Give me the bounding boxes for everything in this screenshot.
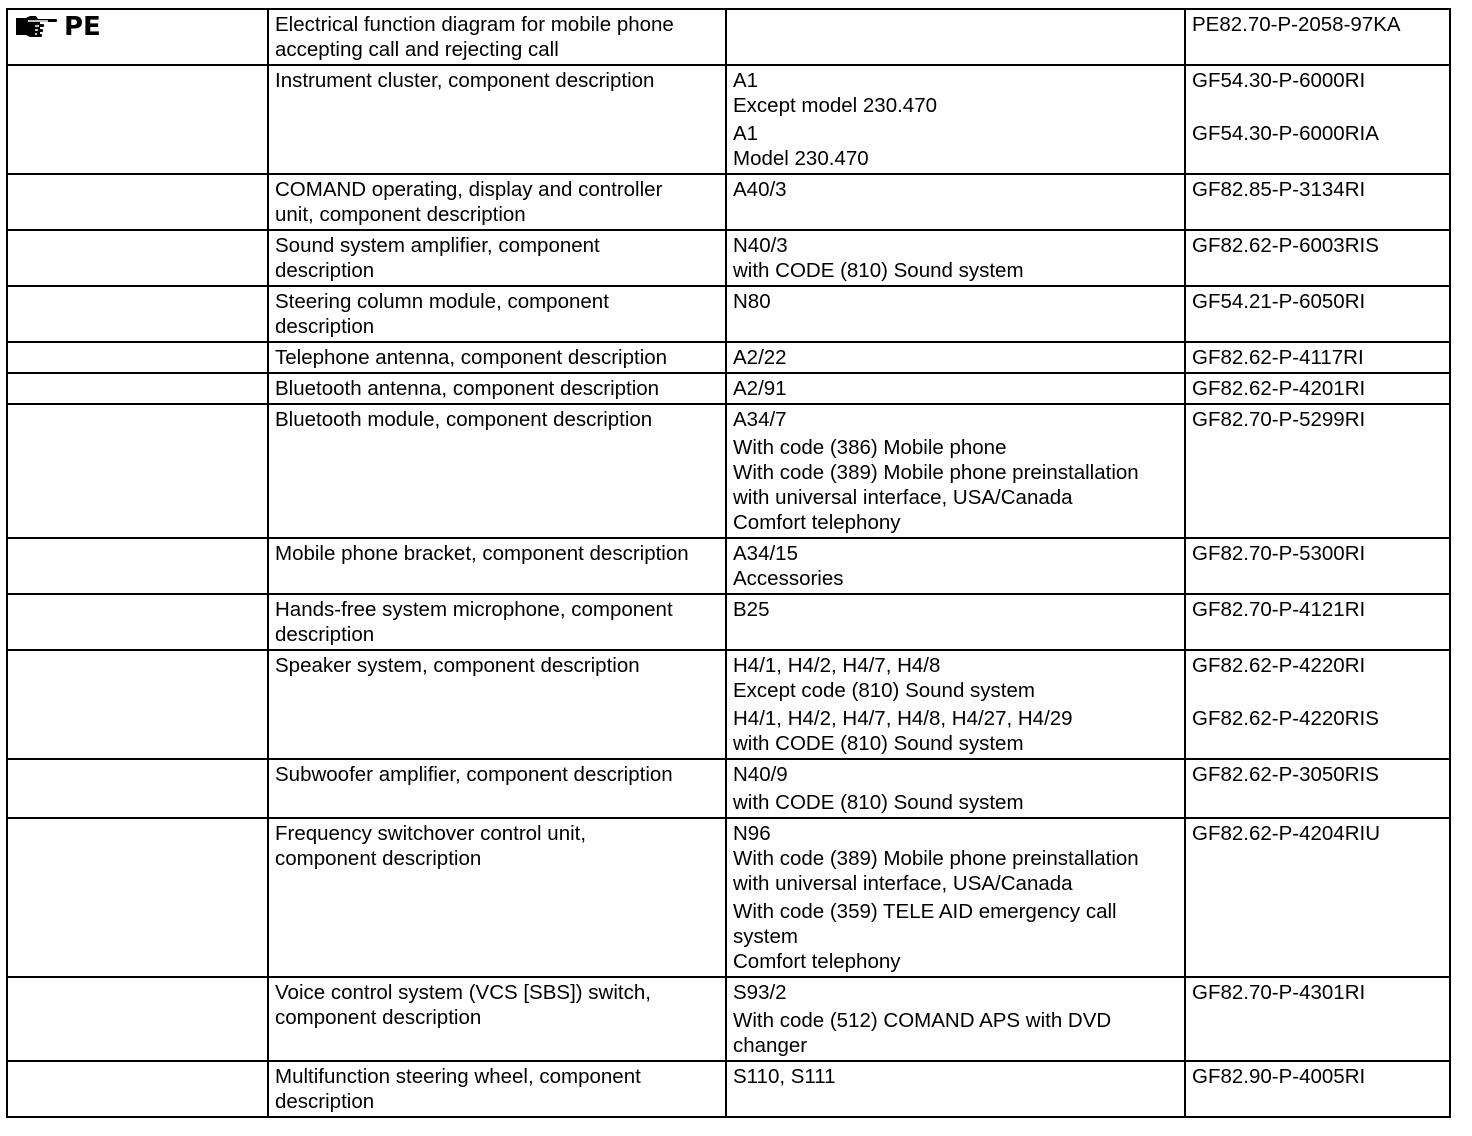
description-text: description bbox=[275, 259, 375, 282]
description-cell bbox=[268, 1061, 726, 1117]
component-cell bbox=[726, 9, 1185, 65]
component-entry bbox=[733, 289, 1178, 314]
document-number: GF54.21-P-6050RI bbox=[1192, 290, 1366, 313]
component-cell bbox=[726, 230, 1185, 286]
description-text: Voice control system (VCS [SBS]) switch, bbox=[275, 981, 651, 1004]
document-cell bbox=[1185, 286, 1450, 342]
marker-cell bbox=[7, 230, 268, 286]
document-cell bbox=[1185, 650, 1450, 759]
component-reference-table bbox=[6, 8, 1451, 1118]
component-entry bbox=[733, 821, 1178, 896]
document-number: GF82.70-P-5299RI bbox=[1192, 408, 1366, 431]
description-text: Multifunction steering wheel, component bbox=[275, 1065, 641, 1088]
component-entry bbox=[733, 435, 1178, 535]
component-entry bbox=[733, 1008, 1178, 1058]
document-number: GF82.70-P-4121RI bbox=[1192, 598, 1366, 621]
description-cell bbox=[268, 818, 726, 977]
description-text: accepting call and rejecting call bbox=[275, 38, 559, 61]
component-cell bbox=[726, 977, 1185, 1061]
marker-cell bbox=[7, 286, 268, 342]
description-text: Frequency switchover control unit, bbox=[275, 822, 587, 845]
description-cell bbox=[268, 650, 726, 759]
component-text: A1 bbox=[733, 69, 759, 92]
marker-cell bbox=[7, 174, 268, 230]
component-text: H4/1, H4/2, H4/7, H4/8 bbox=[733, 654, 941, 677]
description-cell bbox=[268, 342, 726, 373]
document-cell bbox=[1185, 9, 1450, 65]
document-number: GF82.62-P-4220RIS bbox=[1192, 707, 1379, 730]
component-entry bbox=[733, 653, 1178, 703]
component-text: S93/2 bbox=[733, 981, 787, 1004]
description-text: Telephone antenna, component description bbox=[275, 346, 668, 369]
component-entry bbox=[733, 706, 1178, 756]
document-number: GF82.90-P-4005RI bbox=[1192, 1065, 1366, 1088]
document-cell bbox=[1185, 594, 1450, 650]
document-cell bbox=[1185, 174, 1450, 230]
component-entry bbox=[733, 177, 1178, 202]
component-text: B25 bbox=[733, 598, 770, 621]
document-cell bbox=[1185, 404, 1450, 538]
marker-cell bbox=[7, 977, 268, 1061]
document-number: GF54.30-P-6000RI bbox=[1192, 69, 1366, 92]
document-number: GF54.30-P-6000RIA bbox=[1192, 122, 1379, 145]
document-cell bbox=[1185, 818, 1450, 977]
component-entry bbox=[733, 233, 1178, 283]
description-text: COMAND operating, display and controller bbox=[275, 178, 663, 201]
document-number: GF82.62-P-4117RI bbox=[1192, 346, 1364, 369]
document-number: GF82.62-P-4220RI bbox=[1192, 654, 1366, 677]
component-cell bbox=[726, 404, 1185, 538]
component-cell bbox=[726, 818, 1185, 977]
table-row bbox=[7, 1061, 1450, 1117]
description-cell bbox=[268, 286, 726, 342]
component-text: with universal interface, USA/Canada bbox=[733, 872, 1073, 895]
table-row bbox=[7, 538, 1450, 594]
document-number: GF82.85-P-3134RI bbox=[1192, 178, 1366, 201]
component-cell bbox=[726, 342, 1185, 373]
component-cell bbox=[726, 538, 1185, 594]
table-row bbox=[7, 594, 1450, 650]
component-cell bbox=[726, 286, 1185, 342]
component-cell bbox=[726, 373, 1185, 404]
component-entry bbox=[733, 1064, 1178, 1089]
description-cell bbox=[268, 759, 726, 818]
component-text: S110, S111 bbox=[733, 1065, 836, 1088]
component-text: Except code (810) Sound system bbox=[733, 679, 1035, 702]
description-cell bbox=[268, 404, 726, 538]
component-text: A34/15 bbox=[733, 542, 798, 565]
component-entry bbox=[733, 121, 1178, 171]
table-row bbox=[7, 373, 1450, 404]
component-text: H4/1, H4/2, H4/7, H4/8, H4/27, H4/29 bbox=[733, 707, 1073, 730]
component-text: A2/91 bbox=[733, 377, 787, 400]
description-text: Electrical function diagram for mobile phone bbox=[275, 13, 674, 36]
document-number: GF82.62-P-4204RIU bbox=[1192, 822, 1381, 845]
description-cell bbox=[268, 9, 726, 65]
description-cell bbox=[268, 594, 726, 650]
document-cell bbox=[1185, 759, 1450, 818]
table-body bbox=[7, 9, 1450, 1117]
component-text: A40/3 bbox=[733, 178, 787, 201]
marker-cell bbox=[7, 404, 268, 538]
component-cell bbox=[726, 174, 1185, 230]
description-text: Speaker system, component description bbox=[275, 654, 640, 677]
component-cell bbox=[726, 650, 1185, 759]
table-row bbox=[7, 174, 1450, 230]
document-number: PE82.70-P-2058-97KA bbox=[1192, 13, 1401, 36]
component-text: changer bbox=[733, 1034, 808, 1057]
description-text: Instrument cluster, component description bbox=[275, 69, 655, 92]
document-number: GF82.70-P-4301RI bbox=[1192, 981, 1366, 1004]
component-text: N40/3 bbox=[733, 234, 788, 257]
description-text: component description bbox=[275, 1006, 482, 1029]
document-cell bbox=[1185, 1061, 1450, 1117]
description-cell bbox=[268, 538, 726, 594]
table-row bbox=[7, 977, 1450, 1061]
document-number: GF82.62-P-4201RI bbox=[1192, 377, 1366, 400]
pointing-hand-icon bbox=[14, 14, 58, 40]
component-text: With code (389) Mobile phone preinstallation bbox=[733, 847, 1139, 870]
description-text: Bluetooth module, component description bbox=[275, 408, 653, 431]
description-cell bbox=[268, 977, 726, 1061]
marker-cell bbox=[7, 1061, 268, 1117]
component-text: With code (389) Mobile phone preinstallation bbox=[733, 461, 1139, 484]
component-text: N96 bbox=[733, 822, 771, 845]
component-text: with CODE (810) Sound system bbox=[733, 259, 1024, 282]
marker-cell bbox=[7, 538, 268, 594]
component-text: With code (359) TELE AID emergency call bbox=[733, 900, 1117, 923]
description-text: description bbox=[275, 623, 375, 646]
marker-cell bbox=[7, 594, 268, 650]
component-text: A2/22 bbox=[733, 346, 787, 369]
component-text: With code (386) Mobile phone bbox=[733, 436, 1007, 459]
table-row bbox=[7, 9, 1450, 65]
table-row bbox=[7, 230, 1450, 286]
description-cell bbox=[268, 65, 726, 174]
description-text: unit, component description bbox=[275, 203, 526, 226]
document-cell bbox=[1185, 538, 1450, 594]
component-text: A1 bbox=[733, 122, 759, 145]
component-text: Comfort telephony bbox=[733, 511, 901, 534]
description-text: Bluetooth antenna, component description bbox=[275, 377, 660, 400]
component-cell bbox=[726, 594, 1185, 650]
description-cell bbox=[268, 174, 726, 230]
component-cell bbox=[726, 1061, 1185, 1117]
document-cell bbox=[1185, 230, 1450, 286]
pe-label: PE bbox=[64, 12, 101, 42]
marker-cell bbox=[7, 65, 268, 174]
component-text: N40/9 bbox=[733, 763, 788, 786]
description-text: component description bbox=[275, 847, 482, 870]
table-row bbox=[7, 404, 1450, 538]
description-text: Hands-free system microphone, component bbox=[275, 598, 673, 621]
description-text: Steering column module, component bbox=[275, 290, 609, 313]
description-text: Mobile phone bracket, component description bbox=[275, 542, 689, 565]
table-row bbox=[7, 65, 1450, 174]
component-entry bbox=[733, 376, 1178, 401]
reference-sheet bbox=[6, 8, 1449, 1118]
description-cell bbox=[268, 230, 726, 286]
table-row bbox=[7, 759, 1450, 818]
document-number: GF82.70-P-5300RI bbox=[1192, 542, 1366, 565]
pe-reference-marker bbox=[14, 12, 261, 42]
component-entry bbox=[733, 762, 1178, 787]
component-entry bbox=[733, 790, 1178, 815]
component-text: Except model 230.470 bbox=[733, 94, 937, 117]
component-text: Accessories bbox=[733, 567, 844, 590]
document-number: GF82.62-P-3050RIS bbox=[1192, 763, 1379, 786]
table-row bbox=[7, 342, 1450, 373]
marker-cell bbox=[7, 342, 268, 373]
component-text: with CODE (810) Sound system bbox=[733, 732, 1024, 755]
component-entry bbox=[733, 597, 1178, 622]
description-text: Subwoofer amplifier, component description bbox=[275, 763, 673, 786]
marker-cell bbox=[7, 9, 268, 65]
marker-cell bbox=[7, 759, 268, 818]
marker-cell bbox=[7, 650, 268, 759]
component-text: with universal interface, USA/Canada bbox=[733, 486, 1073, 509]
table-row bbox=[7, 818, 1450, 977]
component-text: A34/7 bbox=[733, 408, 787, 431]
component-text: Comfort telephony bbox=[733, 950, 901, 973]
marker-cell bbox=[7, 373, 268, 404]
component-text: With code (512) COMAND APS with DVD bbox=[733, 1009, 1112, 1032]
table-row bbox=[7, 650, 1450, 759]
component-entry bbox=[733, 345, 1178, 370]
description-text: description bbox=[275, 315, 375, 338]
component-cell bbox=[726, 759, 1185, 818]
description-text: Sound system amplifier, component bbox=[275, 234, 600, 257]
component-text: system bbox=[733, 925, 798, 948]
component-entry bbox=[733, 899, 1178, 974]
document-number: GF82.62-P-6003RIS bbox=[1192, 234, 1379, 257]
component-entry bbox=[733, 68, 1178, 118]
description-cell bbox=[268, 373, 726, 404]
table-row bbox=[7, 286, 1450, 342]
marker-cell bbox=[7, 818, 268, 977]
document-cell bbox=[1185, 373, 1450, 404]
component-text: with CODE (810) Sound system bbox=[733, 791, 1024, 814]
component-entry bbox=[733, 407, 1178, 432]
description-text: description bbox=[275, 1090, 375, 1113]
component-entry bbox=[733, 980, 1178, 1005]
component-text: N80 bbox=[733, 290, 771, 313]
component-text: Model 230.470 bbox=[733, 147, 869, 170]
component-entry bbox=[733, 541, 1178, 591]
document-cell bbox=[1185, 65, 1450, 174]
document-cell bbox=[1185, 977, 1450, 1061]
document-cell bbox=[1185, 342, 1450, 373]
component-cell bbox=[726, 65, 1185, 174]
